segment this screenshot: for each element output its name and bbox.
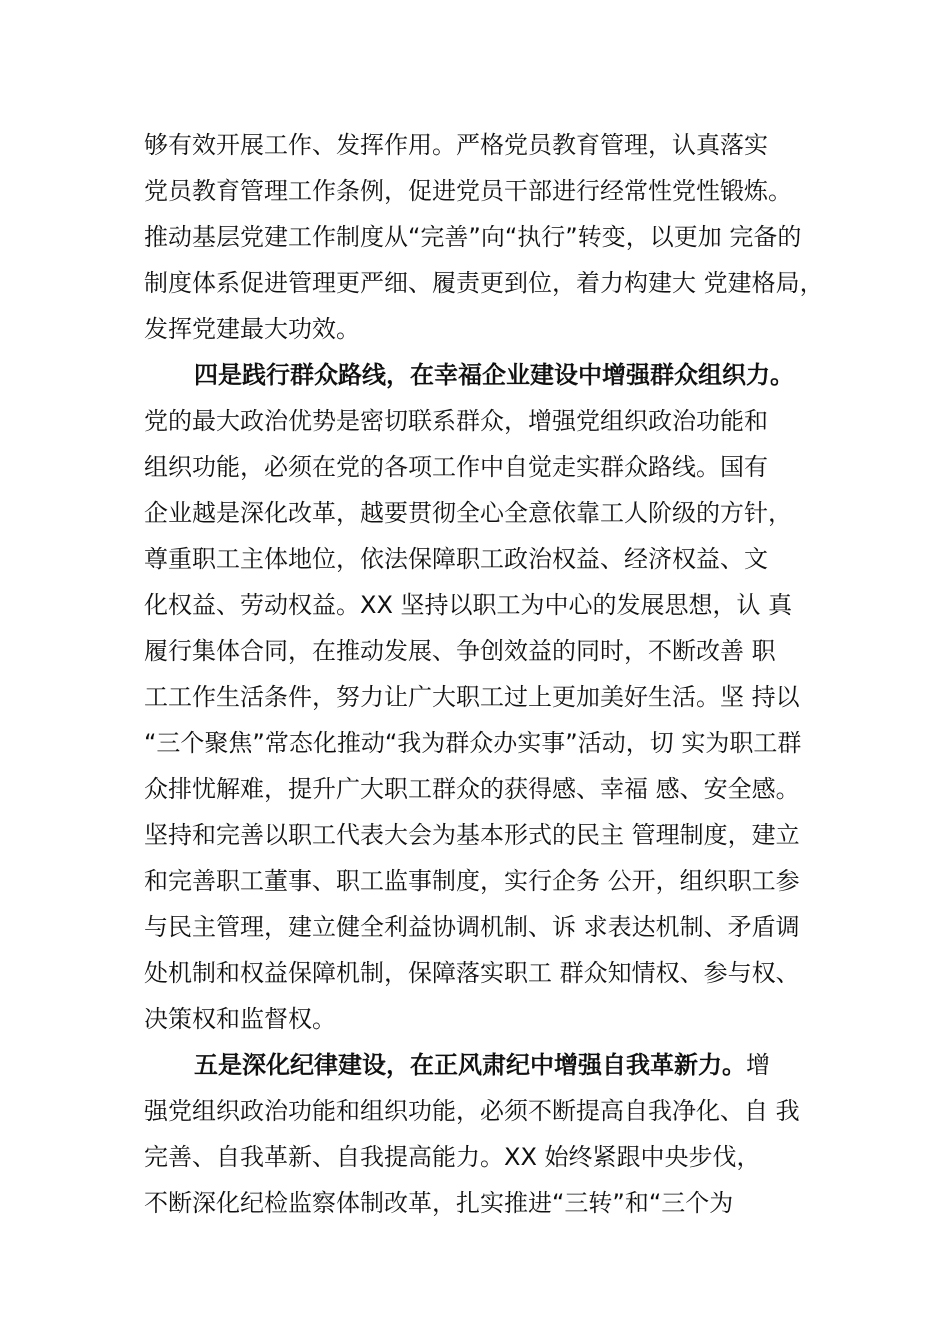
text-line: 工工作生活条件，努力让广大职工过上更加美好生活。坚 持以	[144, 683, 800, 711]
section-heading-5-line	[144, 1042, 864, 1088]
text-line: 和完善职工董事、职工监事制度，实行企务 公开，组织职工参	[144, 867, 800, 895]
text-line: “三个聚焦”常态化推动“我为群众办实事”活动，切 实为职工群	[144, 729, 802, 757]
text-line: 企业越是深化改革，越要贯彻全心全意依靠工人阶级的方针，	[144, 499, 792, 527]
section-heading-5: 五是深化纪律建设，在正风肃纪中增强自我革新力。	[194, 1051, 746, 1079]
text-line: 党员教育管理工作条例，促进党员干部进行经常性党性锻炼。	[144, 177, 792, 205]
text-line: 发挥党建最大功效。	[144, 315, 360, 343]
text-line: 处机制和权益保障机制，保障落实职工 群众知情权、参与权、	[144, 959, 800, 987]
text-line: 履行集体合同，在推动发展、争创效益的同时，不断改善 职	[144, 637, 776, 665]
text-line: 与民主管理，建立健全利益协调机制、诉 求表达机制、矛盾调	[144, 913, 800, 941]
text-line: 不断深化纪检监察体制改革，扎实推进“三转”和“三个为	[144, 1189, 734, 1217]
text-line: 众排忧解难，提升广大职工群众的获得感、幸福 感、安全感。	[144, 775, 800, 803]
text-line: 尊重职工主体地位，依法保障职工政治权益、经济权益、文	[144, 545, 768, 573]
text-line: 组织功能，必须在党的各项工作中自觉走实群众路线。国有	[144, 453, 768, 481]
text-line: 完善、自我革新、自我提高能力。XX 始终紧跟中央步伐，	[144, 1143, 761, 1171]
document-body	[144, 122, 864, 1226]
text-line: 党的最大政治优势是密切联系群众，增强党组织政治功能和	[144, 407, 768, 435]
text-line: 坚持和完善以职工代表大会为基本形式的民主 管理制度，建立	[144, 821, 800, 849]
text-line: 强党组织政治功能和组织功能，必须不断提高自我净化、自 我	[144, 1097, 800, 1125]
text-line: 够有效开展工作、发挥作用。严格党员教育管理，认真落实	[144, 131, 768, 159]
text-line: 决策权和监督权。	[144, 1005, 336, 1033]
section-heading-4: 四是践行群众路线，在幸福企业建设中增强群众组织力。	[194, 361, 794, 389]
heading-tail-text: 增	[746, 1051, 770, 1079]
text-line: 化权益、劳动权益。XX 坚持以职工为中心的发展思想，认 真	[144, 591, 793, 619]
text-line: 推动基层党建工作制度从“完善”向“执行”转变，以更加 完备的	[144, 223, 802, 251]
text-line: 制度体系促进管理更严细、履责更到位，着力构建大 党建格局，	[144, 269, 824, 297]
